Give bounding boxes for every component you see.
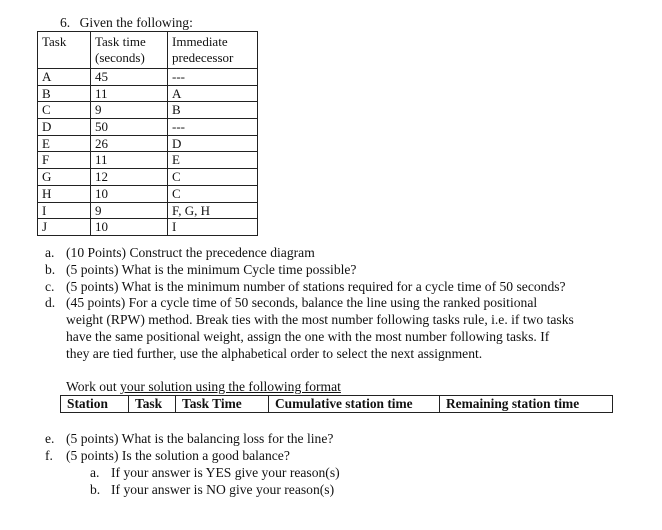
table-row xyxy=(38,169,258,186)
question-d-line-2: weight (RPW) method. Break ties with the most number following tasks rule, i.e. if two tasks xyxy=(66,312,574,327)
task-time-cell: 10 xyxy=(91,219,168,236)
task-id-cell: G xyxy=(38,169,91,186)
table-row xyxy=(38,202,258,219)
question-text: (5 points) What is the balancing loss for the line? xyxy=(66,431,334,446)
column-remaining-station-time: Remaining station time xyxy=(440,396,613,413)
predecessor-cell: C xyxy=(168,169,258,186)
sub-question-text: If your answer is NO give your reason(s) xyxy=(111,482,335,497)
task-time-cell: 12 xyxy=(91,169,168,186)
sub-question-marker: b. xyxy=(90,482,101,497)
problem-intro: Given the following: xyxy=(79,15,193,30)
task-time-cell: 10 xyxy=(91,185,168,202)
question-text: (5 points) What is the minimum Cycle time possible? xyxy=(66,262,357,277)
table-row xyxy=(38,219,258,236)
table-row xyxy=(38,85,258,102)
task-table xyxy=(37,31,258,236)
problem-number: 6. xyxy=(60,15,71,30)
column-task-time: Task Time xyxy=(176,396,269,413)
task-id-cell: B xyxy=(38,85,91,102)
predecessor-cell: I xyxy=(168,219,258,236)
sub-question-marker: a. xyxy=(90,465,100,480)
format-instruction xyxy=(66,380,341,394)
task-id-cell: E xyxy=(38,135,91,152)
column-cumulative-station-time: Cumulative station time xyxy=(269,396,440,413)
table-row xyxy=(38,152,258,169)
column-task: Task xyxy=(129,396,176,413)
question-marker: d. xyxy=(45,295,56,310)
task-time-cell: 11 xyxy=(91,85,168,102)
solution-format-table xyxy=(60,395,613,413)
table-row xyxy=(38,102,258,119)
task-time-cell: 50 xyxy=(91,119,168,136)
question-text: (5 points) Is the solution a good balance? xyxy=(66,448,290,463)
task-id-cell: A xyxy=(38,69,91,86)
task-time-cell: 26 xyxy=(91,135,168,152)
table-row xyxy=(38,119,258,136)
predecessor-cell: B xyxy=(168,102,258,119)
predecessor-cell: C xyxy=(168,185,258,202)
predecessor-cell: E xyxy=(168,152,258,169)
task-id-cell: J xyxy=(38,219,91,236)
column-station: Station xyxy=(61,396,129,413)
format-header-row xyxy=(61,396,613,413)
question-marker: b. xyxy=(45,262,56,277)
task-time-cell: 11 xyxy=(91,152,168,169)
task-table-header-row xyxy=(38,32,258,69)
predecessor-cell: --- xyxy=(168,119,258,136)
problem-heading xyxy=(60,16,193,30)
question-text: (5 points) What is the minimum number of stations required for a cycle time of 50 seconds? xyxy=(66,279,566,294)
format-instruction-underlined: your solution using the following format xyxy=(120,379,341,394)
question-marker: a. xyxy=(45,245,55,260)
header-task: Task xyxy=(38,32,91,69)
task-id-cell: C xyxy=(38,102,91,119)
question-text: (45 points) For a cycle time of 50 seconds, balance the line using the ranked positional xyxy=(66,295,538,310)
header-immediate-predecessor: Immediate predecessor xyxy=(168,32,258,69)
task-id-cell: H xyxy=(38,185,91,202)
question-text: (10 Points) Construct the precedence diagram xyxy=(66,245,315,260)
question-d-line-3: have the same positional weight, assign the one with the most number following tasks. If xyxy=(66,329,550,344)
header-task-time: Task time (seconds) xyxy=(91,32,168,69)
predecessor-cell: F, G, H xyxy=(168,202,258,219)
predecessor-cell: D xyxy=(168,135,258,152)
task-id-cell: I xyxy=(38,202,91,219)
predecessor-cell: --- xyxy=(168,69,258,86)
task-time-cell: 45 xyxy=(91,69,168,86)
task-time-cell: 9 xyxy=(91,202,168,219)
predecessor-cell: A xyxy=(168,85,258,102)
table-row xyxy=(38,185,258,202)
question-marker: e. xyxy=(45,431,55,446)
table-row xyxy=(38,135,258,152)
format-instruction-plain: Work out xyxy=(66,379,121,394)
task-id-cell: D xyxy=(38,119,91,136)
question-marker: f. xyxy=(45,448,53,463)
question-marker: c. xyxy=(45,279,55,294)
task-time-cell: 9 xyxy=(91,102,168,119)
task-id-cell: F xyxy=(38,152,91,169)
question-d-line-4: they are tied further, use the alphabetical order to select the next assignment. xyxy=(66,346,483,361)
table-row xyxy=(38,69,258,86)
sub-question-text: If your answer is YES give your reason(s) xyxy=(111,465,340,480)
